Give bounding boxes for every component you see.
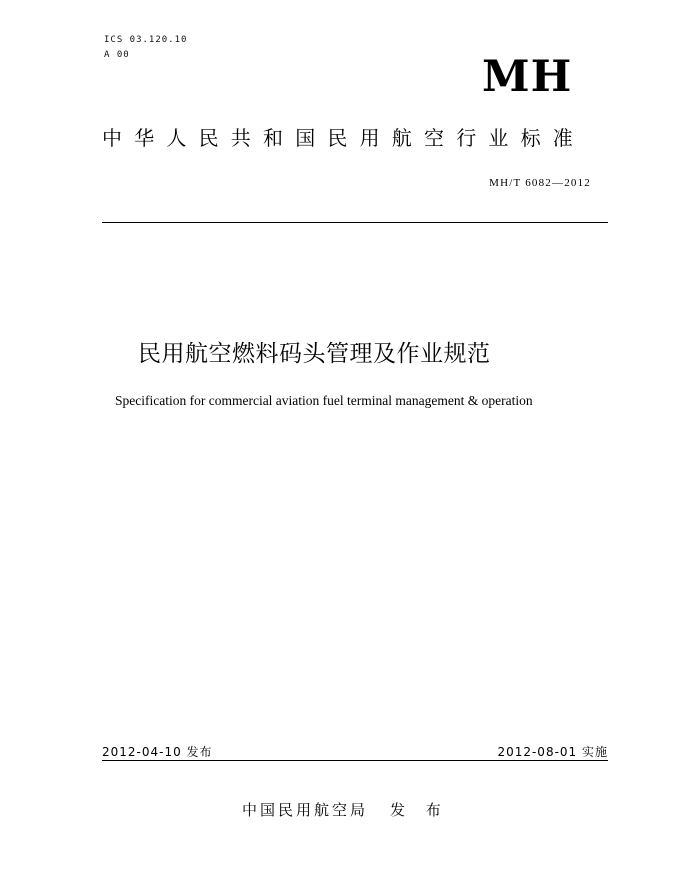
issuer-action: 发 布 xyxy=(390,801,449,819)
mh-logo: MH xyxy=(482,52,573,102)
document-title-chinese: 民用航空燃料码头管理及作业规范 xyxy=(138,341,491,367)
ics-code: ICS 03.120.10 xyxy=(104,35,188,45)
issue-date: 2012-04-10 发布 xyxy=(102,745,213,759)
issuer-organization: 中国民用航空局 xyxy=(242,801,369,819)
bottom-divider xyxy=(102,760,608,761)
issuing-authority xyxy=(242,800,449,820)
document-title-english: Specification for commercial aviation fuel terminal management & operation xyxy=(115,393,533,408)
implementation-date: 2012-08-01 实施 xyxy=(497,745,608,759)
ics-classification xyxy=(104,33,187,63)
top-divider xyxy=(102,222,608,223)
ccs-code: A 00 xyxy=(104,50,130,60)
standard-code: MH/T 6082—2012 xyxy=(489,177,591,189)
standard-header: 中华人民共和国民用航空行业标准 xyxy=(102,126,585,150)
